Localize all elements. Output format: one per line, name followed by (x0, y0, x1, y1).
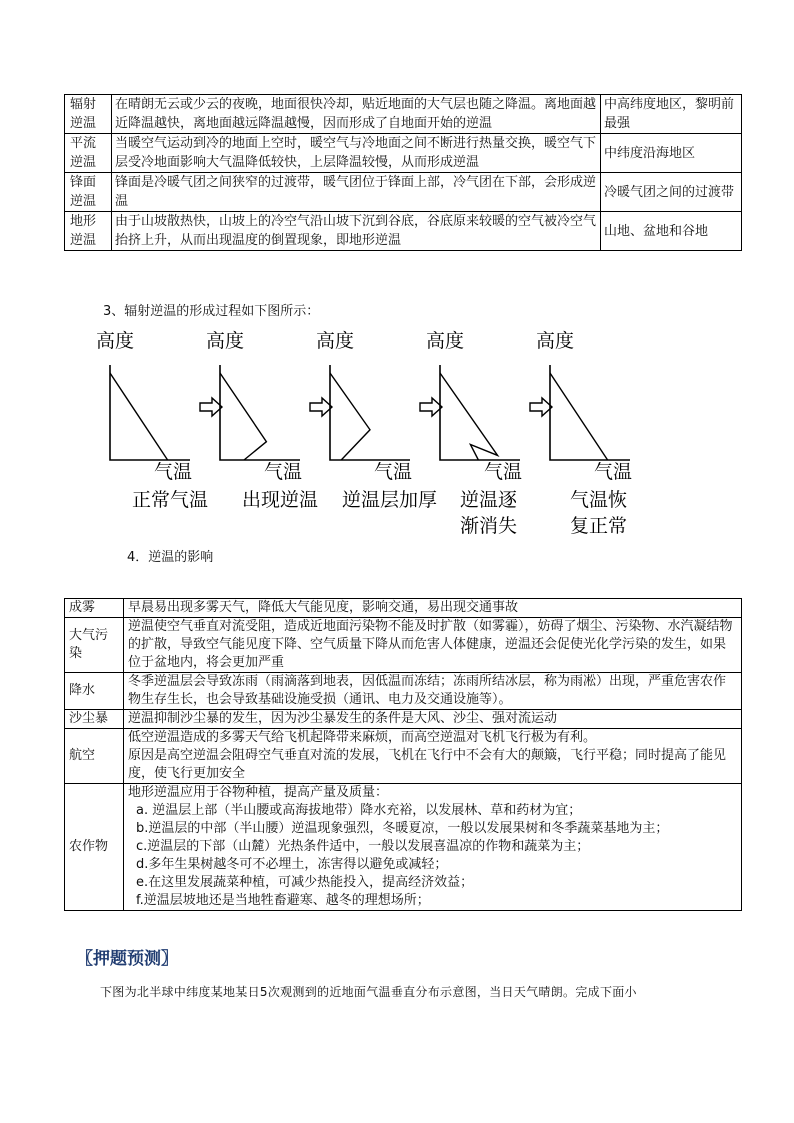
inversion-type-area: 山地、盆地和谷地 (601, 212, 742, 251)
inversion-type-description: 当暖空气运动到冷的地面上空时，暖空气与冷地面之间不断进行热量交换，暖空气下层受冷地面影响大气温降低较快，上层降温较慢，从而形成逆温 (112, 134, 601, 173)
axes (220, 365, 300, 460)
diagram-panel (316, 330, 437, 511)
temperature-profile-line (440, 373, 498, 460)
effect-line: 低空逆温造成的多雾天气给飞机起降带来麻烦，而高空逆温对飞机飞行极为有利。 (128, 730, 597, 745)
inversion-type-area: 中纬度沿海地区 (601, 134, 742, 173)
inversion-type-name: 地形逆温 (65, 212, 112, 251)
effect-row (65, 784, 742, 911)
effect-name: 沙尘暴 (65, 710, 124, 729)
effect-description (124, 729, 742, 784)
effect-name: 降水 (65, 673, 124, 710)
prediction-text: 下图为北半球中纬度某地某日5次观测到的近地面气温垂直分布示意图，当日天气晴朗。完成下面小 (100, 985, 637, 999)
effect-description (124, 673, 742, 710)
inversion-type-name: 锋面逆温 (65, 173, 112, 212)
radiation-inversion-diagram (90, 325, 750, 540)
section3-heading: 3、辐射逆温的形成过程如下图所示： (103, 304, 320, 319)
temperature-profile-line (220, 373, 266, 460)
axes (550, 365, 630, 460)
temperature-profile-line (330, 373, 370, 460)
panel-caption: 正常气温 (132, 489, 209, 511)
effect-description (124, 618, 742, 673)
inversion-type-area: 中高纬度地区，黎明前最强 (601, 95, 742, 134)
panel-caption: 出现逆温 (242, 489, 319, 511)
effect-row (65, 673, 742, 710)
section4-heading: 4．逆温的影响 (127, 550, 214, 565)
arrow-right-icon (200, 398, 222, 416)
effect-name: 航空 (65, 729, 124, 784)
effect-line: 原因是高空逆温会阻碍空气垂直对流的发展，飞机在飞行中不会有大的颠簸，飞行平稳；同时提高了能见度，使飞行更加安全 (128, 748, 727, 781)
x-axis-label: 气温 (264, 461, 303, 483)
effect-row (65, 618, 742, 673)
x-axis-label: 气温 (594, 461, 633, 483)
inversion-types-body (65, 95, 742, 251)
inversion-type-row (65, 212, 742, 251)
inversion-type-description: 锋面是冷暖气团之间狭窄的过渡带，暖气团位于锋面上部，冷气团在下部，会形成逆温 (112, 173, 601, 212)
effect-line: 逆温使空气垂直对流受阻，造成近地面污染物不能及时扩散（如雾霾），妨碍了烟尘、污染物、水汽凝结物的扩散，导致空气能见度下降、空气质量下降从而危害人体健康，逆温还会促使光化学污染的发生，如果位于盆地内，将会更加严重 (128, 619, 733, 670)
x-axis-label: 气温 (154, 461, 193, 483)
y-axis-label: 高度 (96, 330, 135, 352)
panel-caption: 逆温层加厚 (342, 489, 438, 511)
effect-description (124, 710, 742, 729)
effect-description (124, 599, 742, 618)
x-axis-label: 气温 (374, 461, 413, 483)
effect-name: 成雾 (65, 599, 124, 618)
prediction-title: 〖押题预测〗 (76, 949, 178, 969)
x-axis-label: 气温 (484, 461, 523, 483)
effect-row (65, 710, 742, 729)
effect-row (65, 599, 742, 618)
axes (440, 365, 520, 460)
effect-line: c.逆温层的下部（山麓）光热条件适中，一般以发展喜温凉的作物和蔬菜为主； (136, 839, 590, 854)
effect-line: 逆温抑制沙尘暴的发生，因为沙尘暴发生的条件是大风、沙尘、强对流运动 (128, 711, 558, 726)
effect-line: 冬季逆温层会导致冻雨（雨滴落到地表，因低温而冻结；冻雨所结冰层，称为雨凇）出现，严重危害农作物生存生长，也会导致基础设施受损（通讯、电力及交通设施等）。 (128, 674, 727, 707)
axes (330, 365, 410, 460)
effect-line: a. 逆温层上部（半山腰或高海拔地带）降水充裕，以发展林、草和药材为宜； (136, 803, 582, 818)
axes (110, 365, 190, 460)
inversion-type-row (65, 173, 742, 212)
y-axis-label: 高度 (426, 330, 465, 352)
effect-line: e.在这里发展蔬菜种植，可减少热能投入，提高经济效益； (136, 875, 474, 890)
inversion-effects-table (64, 598, 742, 911)
diagram-panels (96, 330, 632, 537)
temperature-profile-line (110, 373, 168, 460)
inversion-type-name: 平流逆温 (65, 134, 112, 173)
inversion-effects-body (65, 599, 742, 911)
panel-caption: 逆温逐渐消失 (460, 489, 518, 537)
inversion-type-area: 冷暖气团之间的过渡带 (601, 173, 742, 212)
effect-description (124, 784, 742, 911)
effect-line: f.逆温层坡地还是当地牲畜避寒、越冬的理想场所； (136, 893, 430, 908)
y-axis-label: 高度 (316, 330, 355, 352)
effect-line: 早晨易出现多雾天气，降低大气能见度，影响交通，易出现交通事故 (128, 600, 519, 615)
diagram-panel (536, 330, 632, 537)
effect-line: b.逆温层的中部（半山腰）逆温现象强烈，冬暖夏凉，一般以发展果树和冬季蔬菜基地为主； (136, 821, 669, 836)
y-axis-label: 高度 (536, 330, 575, 352)
effect-name: 大气污染 (65, 618, 124, 673)
temperature-profile-line (550, 373, 608, 460)
inversion-types-table (64, 94, 742, 251)
y-axis-label: 高度 (206, 330, 245, 352)
diagram-panel (426, 330, 522, 537)
arrow-right-icon (530, 398, 552, 416)
inversion-type-description: 由于山坡散热快，山坡上的冷空气沿山坡下沉到谷底，谷底原来较暖的空气被冷空气抬挤上升，从而出现温度的倒置现象，即地形逆温 (112, 212, 601, 251)
effect-row (65, 729, 742, 784)
diagram-panel (206, 330, 318, 511)
inversion-type-description: 在晴朗无云或少云的夜晚，地面很快冷却，贴近地面的大气层也随之降温。离地面越近降温越快，离地面越远降温越慢，因而形成了自地面开始的逆温 (112, 95, 601, 134)
diagram-panel (96, 330, 208, 511)
arrow-right-icon (310, 398, 332, 416)
panel-caption: 气温恢复正常 (570, 489, 628, 537)
arrow-right-icon (420, 398, 442, 416)
effect-name: 农作物 (65, 784, 124, 911)
effect-line: d.多年生果树越冬可不必埋土，冻害得以避免或减轻； (136, 857, 448, 872)
inversion-type-name: 辐射逆温 (65, 95, 112, 134)
effect-line: 地形逆温应用于谷物种植，提高产量及质量： (128, 785, 389, 800)
inversion-type-row (65, 95, 742, 134)
inversion-type-row (65, 134, 742, 173)
